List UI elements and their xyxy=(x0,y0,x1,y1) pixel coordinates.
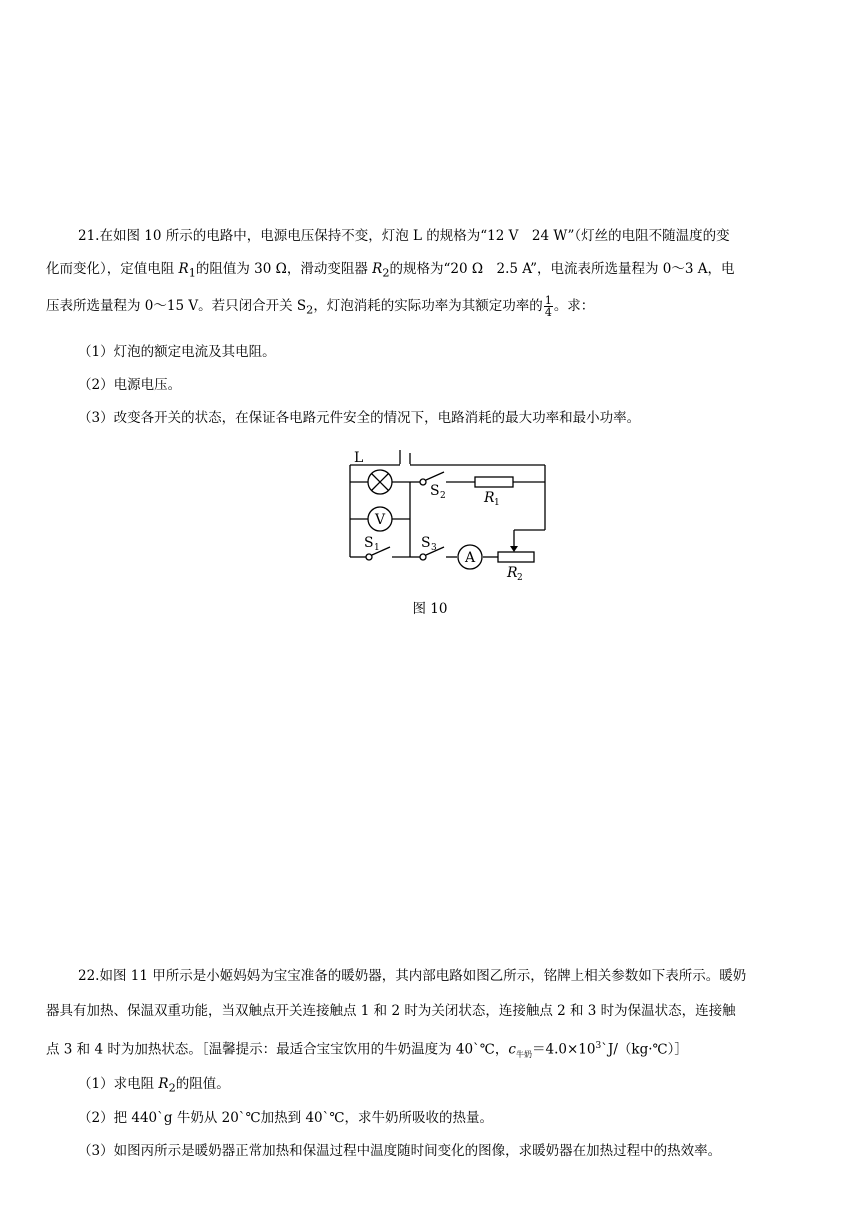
fraction-numerator: 1 xyxy=(544,294,552,307)
q21-text: 的阻值为 30 Ω，滑动变阻器 xyxy=(195,261,373,277)
q22-text: `J/（kg·℃）］ xyxy=(601,1041,688,1058)
q22-stem-line1 xyxy=(46,960,814,993)
q22-text: 点 3 和 4 时为加热状态。［温馨提示：最适合宝宝饮用的牛奶温度为 40`℃， xyxy=(46,1041,509,1058)
r1-symbol: R xyxy=(178,261,189,277)
switch-s2-lever xyxy=(426,472,444,480)
q21-text: 。求： xyxy=(553,298,595,314)
figure-caption: 图 10 xyxy=(412,601,448,617)
q22-text: 22.如图 11 甲所示是小姬妈妈为宝宝准备的暖奶器，其内部电路如图乙所示，铭牌上相关参数如下表所示。暖奶 xyxy=(78,968,747,984)
q22-stem-line2 xyxy=(46,995,814,1028)
r2-symbol: R xyxy=(372,261,383,277)
slider-arrow-icon xyxy=(510,546,518,552)
label-ammeter: A xyxy=(465,550,476,566)
exponent: 3 xyxy=(595,1041,602,1051)
label-r1: R xyxy=(484,490,495,506)
label-s3: S xyxy=(421,535,431,551)
label-lamp: L xyxy=(354,450,364,466)
rheostat-r2 xyxy=(498,552,534,562)
r2-subscript: 2 xyxy=(382,266,390,280)
specific-heat-symbol: c xyxy=(508,1041,516,1058)
fraction-one-quarter xyxy=(544,295,553,318)
label-r2: R xyxy=(507,565,518,581)
q21-subquestion-3: （3）改变各开关的状态，在保证各电路元件安全的情况下，电路消耗的最大功率和最小功率。 xyxy=(78,410,641,426)
q21-stem-line2 xyxy=(46,253,814,290)
q22-text: ＝4.0×10 xyxy=(531,1041,596,1058)
q21-subquestion-1: （1）灯泡的额定电流及其电阻。 xyxy=(78,344,276,360)
switch-s3-contact xyxy=(420,554,426,560)
label-r1-subscript: 1 xyxy=(494,498,500,508)
q22-stem-line3 xyxy=(46,1030,814,1071)
q22-subquestion-2: （2）把 440`g 牛奶从 20`℃加热到 40`℃，求牛奶所吸收的热量。 xyxy=(78,1110,493,1126)
q21-text: 化而变化），定值电阻 xyxy=(46,261,179,277)
switch-s2-contact xyxy=(420,479,426,485)
label-voltmeter: V xyxy=(375,512,386,528)
q22-subquestion-1 xyxy=(78,1072,230,1095)
q22-subquestion-3: （3）如图丙所示是暖奶器正常加热和保温过程中温度随时间变化的图像，求暖奶器在加热过程中的热效率。 xyxy=(78,1143,722,1159)
q21-text: 压表所选量程为 0～15 V。若只闭合开关 S xyxy=(46,298,307,314)
q21-text: 21.在如图 10 所示的电路中，电源电压保持不变，灯泡 L 的规格为“12 V 24 W”（灯丝的电阻不随温度的变 xyxy=(78,228,730,244)
label-s1: S xyxy=(364,535,374,551)
q21-text: ，灯泡消耗的实际功率为其额定功率的 xyxy=(313,298,543,314)
label-s2-subscript: 2 xyxy=(440,491,446,501)
specific-heat-subscript: 牛奶 xyxy=(515,1050,532,1060)
resistor-r1 xyxy=(475,477,513,487)
r2-subscript: 2 xyxy=(168,1081,176,1095)
s2-subscript: 2 xyxy=(306,303,314,317)
fraction-denominator: 4 xyxy=(544,306,552,319)
switch-s1-contact xyxy=(366,554,372,560)
q21-stem-line3 xyxy=(46,290,814,327)
r2-symbol: R xyxy=(158,1076,169,1092)
r1-subscript: 1 xyxy=(188,266,196,280)
label-r2-subscript: 2 xyxy=(517,573,523,583)
label-s3-subscript: 3 xyxy=(431,543,437,553)
q22-text: （1）求电阻 xyxy=(78,1076,159,1092)
label-s2: S xyxy=(430,483,440,499)
label-s1-subscript: 1 xyxy=(374,543,380,553)
q21-stem-line1 xyxy=(46,220,814,253)
q21-subquestion-2: （2）电源电压。 xyxy=(78,377,182,393)
circuit-diagram xyxy=(340,440,560,590)
q21-text: 的规格为“20 Ω 2.5 A”，电流表所选量程为 0～3 A，电 xyxy=(389,261,735,277)
q22-text: 器具有加热、保温双重功能，当双触点开关连接触点 1 和 2 时为关闭状态，连接触点 2 和 3 时为保温状态，连接触 xyxy=(46,1003,736,1019)
q22-text: 的阻值。 xyxy=(175,1076,230,1092)
